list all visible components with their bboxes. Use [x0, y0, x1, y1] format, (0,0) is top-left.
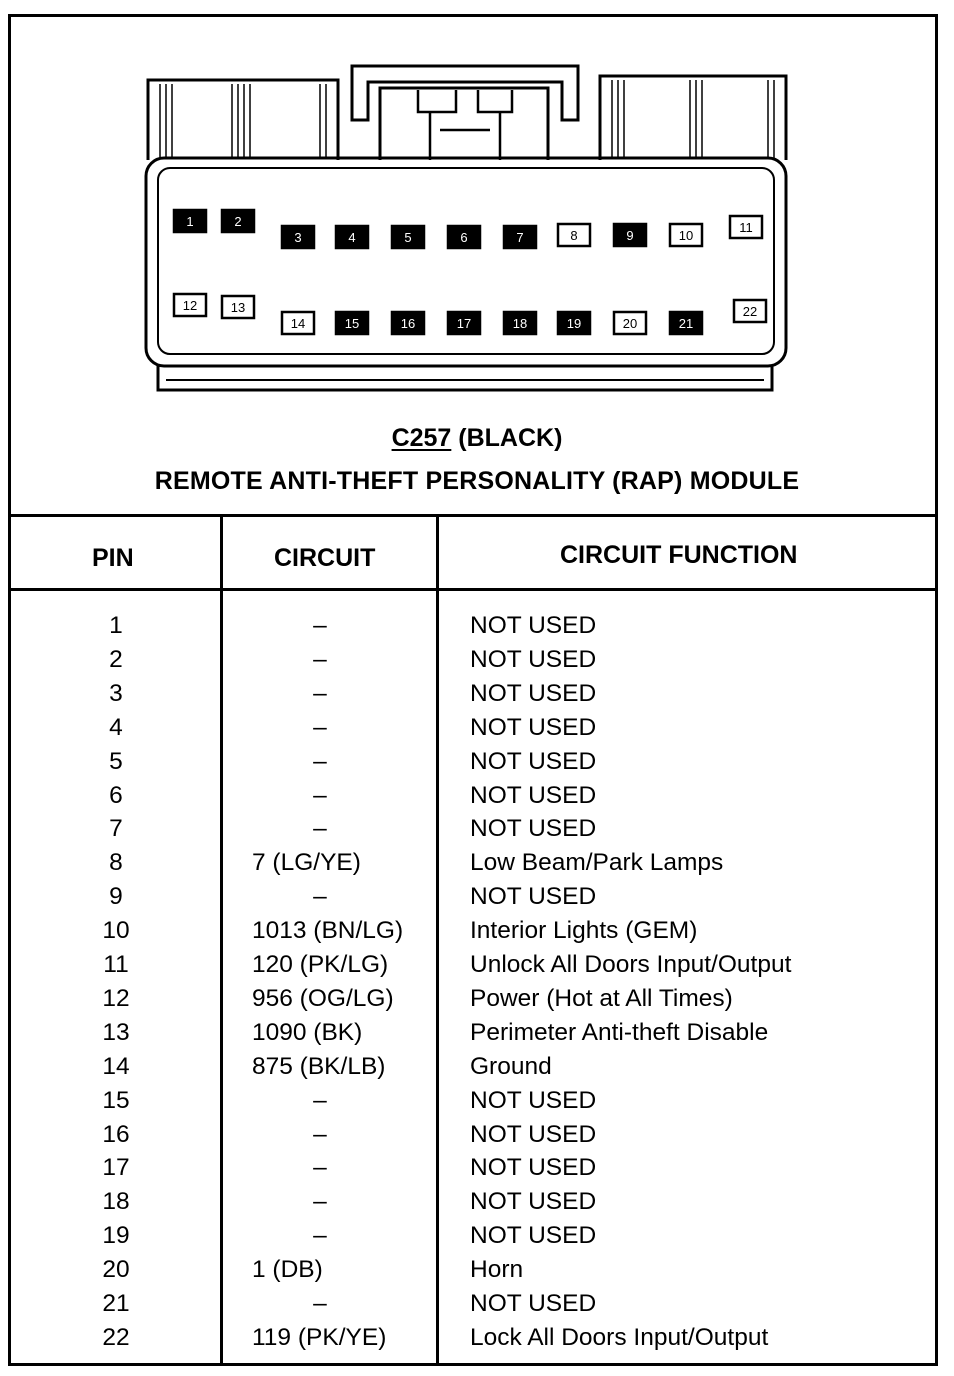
row-circuit: 1 (DB)	[252, 1256, 323, 1283]
pin-cavity-11	[730, 216, 762, 238]
pin-cavity-12	[174, 294, 206, 316]
row-pin: 17	[102, 1154, 130, 1181]
row-pin: 21	[102, 1290, 130, 1317]
pin-cavity-label: 12	[182, 298, 198, 313]
pin-cavity-19	[558, 312, 590, 334]
row-pin: 9	[109, 883, 123, 910]
pin-cavity-8	[558, 224, 590, 246]
row-circuit: –	[313, 1222, 327, 1249]
connector-color: (BLACK)	[458, 424, 563, 452]
row-function: Unlock All Doors Input/Output	[470, 951, 792, 978]
pin-cavity-21	[670, 312, 702, 334]
row-function: NOT USED	[470, 883, 597, 910]
connector-drawing	[0, 0, 954, 420]
connector-id: C257	[391, 424, 452, 452]
row-pin: 8	[109, 849, 123, 876]
connector-bottom-rail	[158, 366, 772, 390]
table-top-rule	[8, 514, 938, 517]
row-pin: 6	[109, 782, 123, 809]
pin-cavity-label: 16	[400, 316, 416, 331]
row-circuit: –	[313, 1121, 327, 1148]
pin-cavity-18	[504, 312, 536, 334]
pin-cavity-label: 13	[230, 300, 246, 315]
row-circuit: –	[313, 1188, 327, 1215]
row-pin: 19	[102, 1222, 130, 1249]
row-function: NOT USED	[470, 612, 597, 639]
row-function: NOT USED	[470, 680, 597, 707]
pin-cavity-label: 4	[348, 230, 356, 245]
pin-cavity-9	[614, 224, 646, 246]
pin-cavity-1	[174, 210, 206, 232]
pin-cavity-label: 11	[739, 220, 753, 235]
connector-lock-tab	[352, 66, 578, 120]
pin-cavity-15	[336, 312, 368, 334]
connector-caption	[0, 424, 954, 453]
pin-cavity-label: 18	[512, 316, 528, 331]
row-function: Horn	[470, 1256, 524, 1283]
row-circuit: –	[313, 680, 327, 707]
row-circuit: –	[313, 1087, 327, 1114]
row-circuit: 7 (LG/YE)	[252, 849, 361, 876]
pin-cavity-label: 22	[742, 304, 758, 319]
pin-cavity-label: 19	[566, 316, 582, 331]
header-circuit: CIRCUIT	[274, 544, 376, 572]
pin-cavity-label: 15	[344, 316, 360, 331]
row-circuit: –	[313, 612, 327, 639]
pin-cavity-label: 17	[456, 316, 472, 331]
row-pin: 11	[103, 951, 129, 978]
pin-cavity-5	[392, 226, 424, 248]
pin-cavity-label: 21	[678, 316, 694, 331]
row-pin: 18	[102, 1188, 130, 1215]
pin-cavity-4	[336, 226, 368, 248]
pin-cavity-20	[614, 312, 646, 334]
pin-cavity-22	[734, 300, 766, 322]
row-circuit: 120 (PK/LG)	[252, 951, 389, 978]
row-function: Low Beam/Park Lamps	[470, 849, 724, 876]
row-function: Lock All Doors Input/Output	[470, 1324, 769, 1351]
row-function: NOT USED	[470, 1121, 597, 1148]
pin-cavity-label: 1	[186, 214, 194, 229]
connector-right-latch	[600, 76, 786, 160]
row-pin: 4	[109, 714, 123, 741]
row-pin: 20	[102, 1256, 130, 1283]
pin-cavity-label: 3	[294, 230, 302, 245]
row-function: NOT USED	[470, 748, 597, 775]
header-circuit-function: CIRCUIT FUNCTION	[560, 541, 798, 569]
row-pin: 1	[109, 612, 123, 639]
pin-cavity-7	[504, 226, 536, 248]
row-circuit: –	[313, 782, 327, 809]
row-pin: 3	[109, 680, 123, 707]
pin-cavity-2	[222, 210, 254, 232]
pin-cavity-label: 6	[460, 230, 468, 245]
row-pin: 7	[109, 815, 123, 842]
row-function: Interior Lights (GEM)	[470, 917, 698, 944]
pin-cavity-label: 10	[678, 228, 694, 243]
row-pin: 16	[102, 1121, 130, 1148]
row-pin: 22	[102, 1324, 130, 1351]
row-pin: 15	[102, 1087, 130, 1114]
row-circuit: –	[313, 815, 327, 842]
row-pin: 13	[102, 1019, 130, 1046]
row-function: Perimeter Anti-theft Disable	[470, 1019, 769, 1046]
row-pin: 12	[102, 985, 130, 1012]
row-function: NOT USED	[470, 1188, 597, 1215]
pin-cavity-label: 7	[516, 230, 524, 245]
pin-cavity-16	[392, 312, 424, 334]
table-divider-1	[220, 517, 223, 1366]
pin-cavity-6	[448, 226, 480, 248]
row-circuit: 119 (PK/YE)	[252, 1324, 387, 1351]
pin-cavity-13	[222, 296, 254, 318]
row-function: NOT USED	[470, 1087, 597, 1114]
row-pin: 14	[102, 1053, 130, 1080]
row-circuit: –	[313, 646, 327, 673]
row-function: NOT USED	[470, 1290, 597, 1317]
row-circuit: 956 (OG/LG)	[252, 985, 394, 1012]
row-circuit: –	[313, 883, 327, 910]
pin-cavity-3	[282, 226, 314, 248]
pin-cavity-14	[282, 312, 314, 334]
row-circuit: 875 (BK/LB)	[252, 1053, 386, 1080]
row-circuit: –	[313, 714, 327, 741]
module-name: REMOTE ANTI-THEFT PERSONALITY (RAP) MODULE	[154, 467, 800, 495]
pin-cavity-label: 20	[622, 316, 638, 331]
row-circuit: 1090 (BK)	[252, 1019, 363, 1046]
row-pin: 2	[109, 646, 123, 673]
pin-cavity-label: 9	[626, 228, 634, 243]
row-function: NOT USED	[470, 815, 597, 842]
pin-cavity-10	[670, 224, 702, 246]
row-circuit: 1013 (BN/LG)	[252, 917, 404, 944]
row-circuit: –	[313, 1154, 327, 1181]
row-circuit: –	[313, 1290, 327, 1317]
pin-cavity-17	[448, 312, 480, 334]
row-pin: 10	[102, 917, 130, 944]
pin-cavity-label: 2	[234, 214, 242, 229]
row-function: Ground	[470, 1053, 552, 1080]
connector-left-latch	[148, 80, 338, 160]
row-function: NOT USED	[470, 782, 597, 809]
table-divider-2	[436, 517, 439, 1366]
row-circuit: –	[313, 748, 327, 775]
row-function: NOT USED	[470, 646, 597, 673]
pin-cavity-label: 14	[290, 316, 306, 331]
table-header-rule	[8, 588, 938, 591]
pin-cavity-label: 8	[570, 228, 578, 243]
row-function: NOT USED	[470, 1154, 597, 1181]
row-function: NOT USED	[470, 714, 597, 741]
row-pin: 5	[109, 748, 123, 775]
pin-cavity-label: 5	[404, 230, 412, 245]
row-function: Power (Hot at All Times)	[470, 985, 733, 1012]
row-function: NOT USED	[470, 1222, 597, 1249]
header-pin: PIN	[92, 544, 134, 572]
